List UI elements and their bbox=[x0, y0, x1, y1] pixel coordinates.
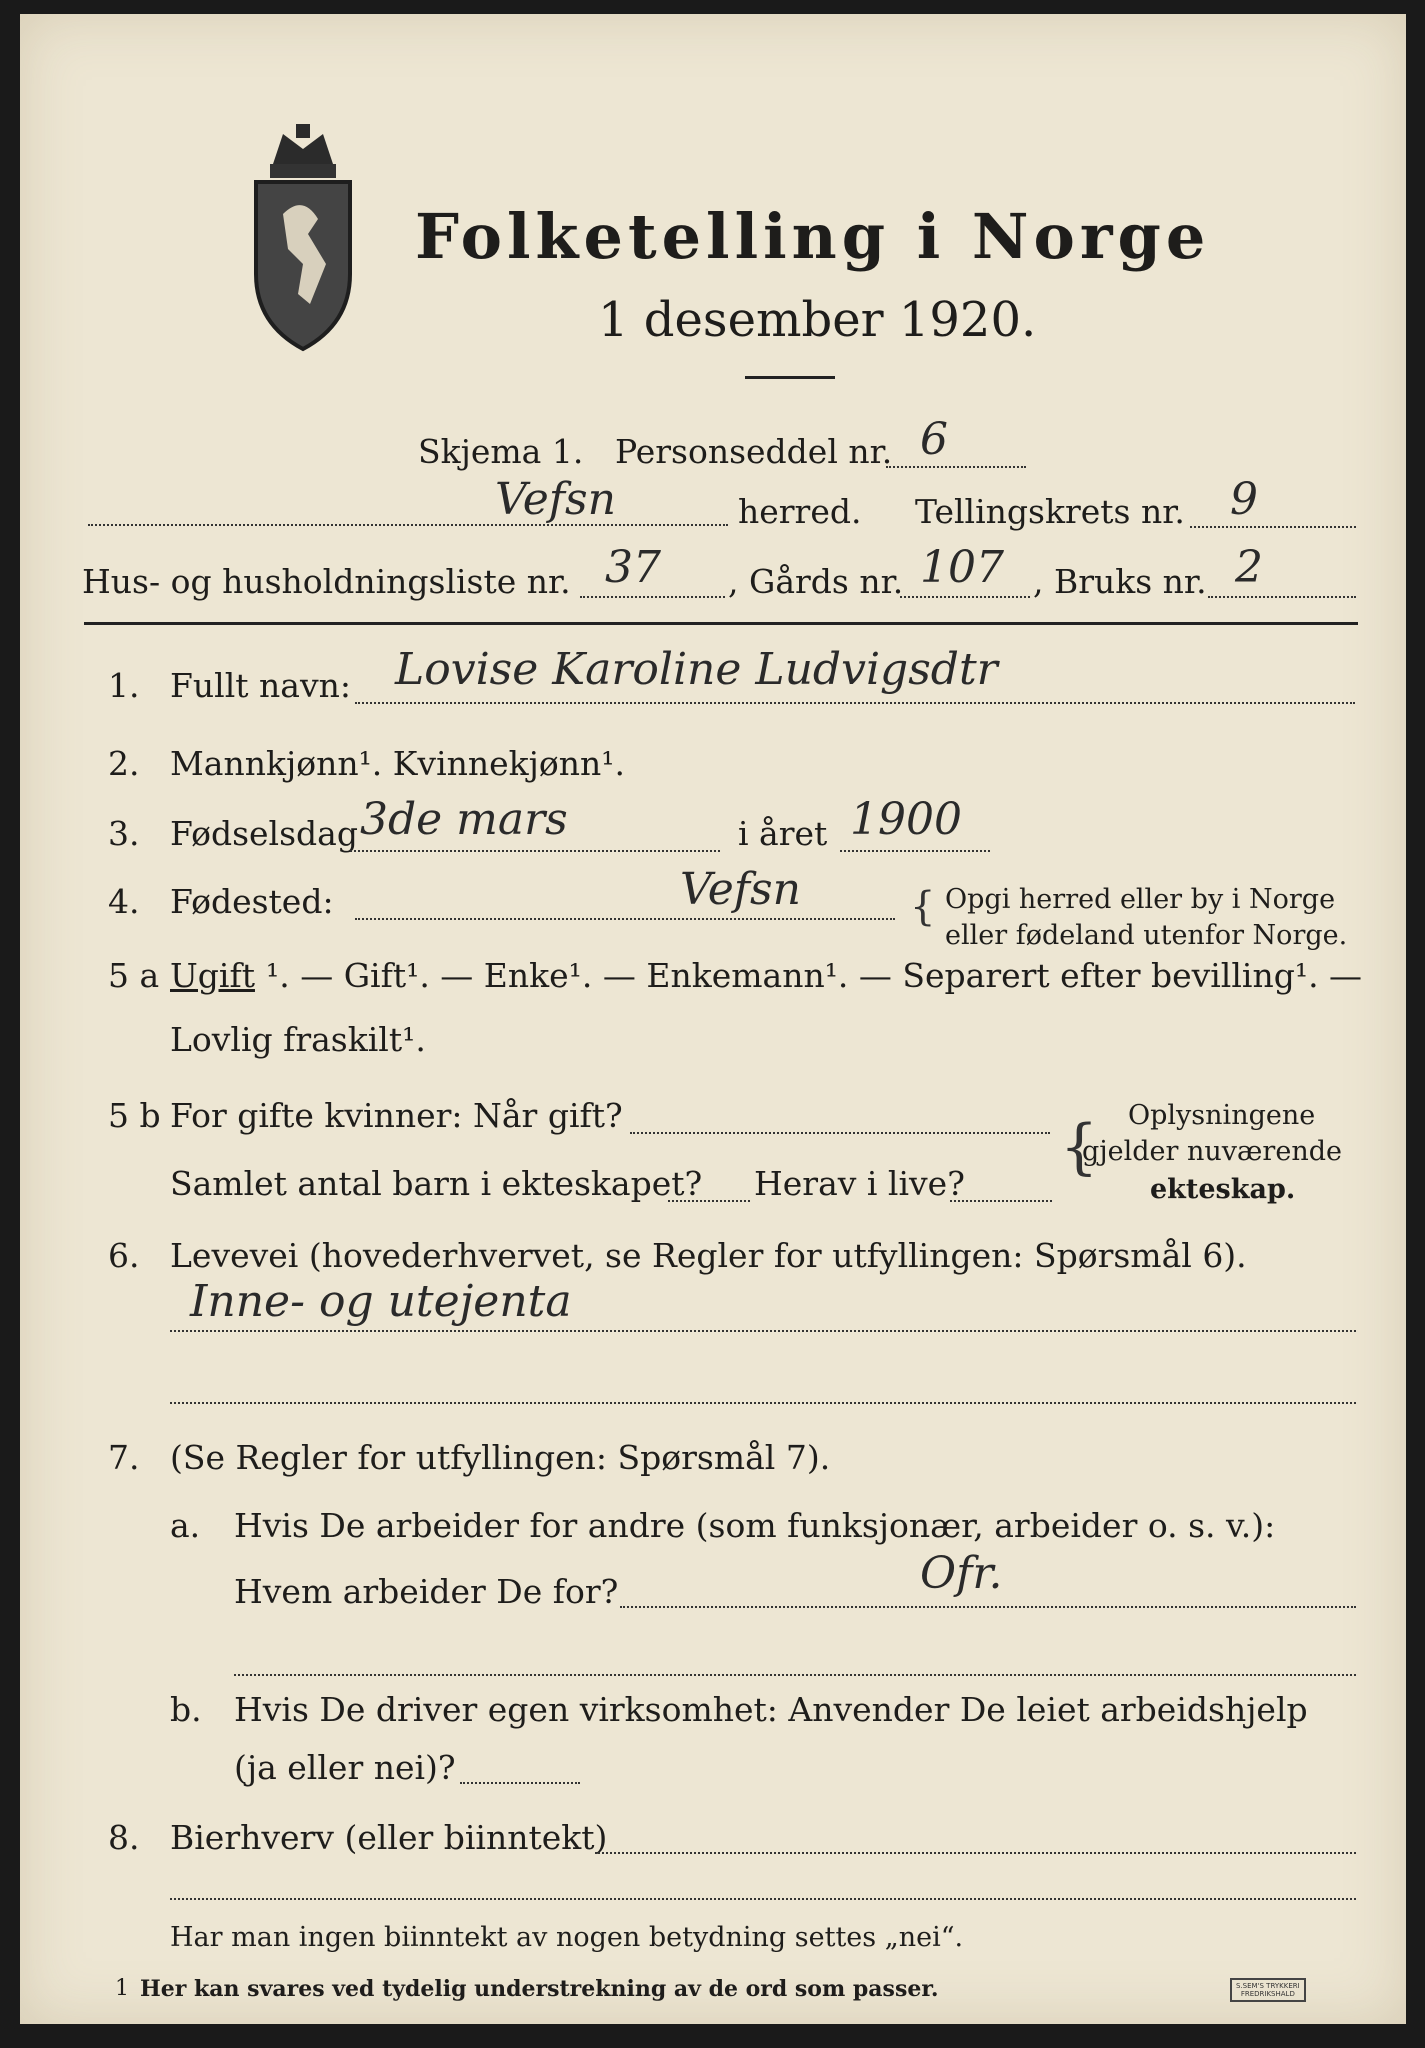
q5a-number: 5 a bbox=[108, 956, 160, 995]
q5b-label-alive: Herav i live? bbox=[754, 1164, 965, 1203]
q5b-note-3: ekteskap. bbox=[1150, 1174, 1296, 1205]
birthday-value[interactable]: 3de mars bbox=[360, 794, 568, 845]
side-income-line-2 bbox=[170, 1898, 1356, 1900]
gards-label: , Gårds nr. bbox=[728, 562, 904, 601]
form-title: Folketelling i Norge bbox=[415, 200, 1211, 273]
q7b-text: Hvis De driver egen virksomhet: Anvender De leiet arbeidshjelp bbox=[234, 1690, 1308, 1729]
ugift-option[interactable]: Ugift bbox=[170, 956, 255, 995]
married-date-line bbox=[630, 1132, 1050, 1134]
q6-label: Levevei (hovederhvervet, se Regler for utfyllingen: Spørsmål 6). bbox=[170, 1236, 1247, 1275]
q6-number: 6. bbox=[108, 1236, 140, 1275]
q5b-note-2: gjelder nuværende bbox=[1082, 1136, 1342, 1167]
tellingskrets-value[interactable]: 9 bbox=[1230, 474, 1258, 525]
personseddel-label: Personseddel nr. bbox=[615, 432, 893, 471]
footnote-text: Her kan svares ved tydelig understrekning av de ord som passer. bbox=[140, 1976, 939, 2002]
printer-stamp bbox=[1230, 1978, 1306, 2002]
gards-value[interactable]: 107 bbox=[920, 542, 1004, 593]
q7-label: (Se Regler for utfyllingen: Spørsmål 7). bbox=[170, 1438, 831, 1477]
title-divider bbox=[745, 376, 835, 379]
birthplace-value[interactable]: Vefsn bbox=[680, 864, 801, 915]
q7a-question: Hvem arbeider De for? bbox=[234, 1572, 619, 1611]
footer-note: Har man ingen biinntekt av nogen betydning settes „nei“. bbox=[170, 1922, 964, 1953]
q8-label: Bierhverv (eller biinntekt) bbox=[170, 1818, 608, 1857]
q5b-number: 5 b bbox=[108, 1096, 161, 1135]
children-line bbox=[668, 1200, 750, 1202]
herred-line bbox=[88, 524, 728, 526]
q5b-note-1: Oplysningene bbox=[1128, 1100, 1316, 1131]
q1-label: Fullt navn: bbox=[170, 666, 351, 705]
occupation-value[interactable]: Inne- og utejenta bbox=[190, 1276, 572, 1327]
q7-number: 7. bbox=[108, 1438, 140, 1477]
birthday-line bbox=[350, 850, 720, 852]
bruks-line bbox=[1208, 596, 1356, 598]
tellingskrets-label: Tellingskrets nr. bbox=[915, 492, 1185, 531]
q3-label: Fødselsdag bbox=[170, 814, 358, 853]
q7a-text: Hvis De arbeider for andre (som funksjonær, arbeider o. s. v.): bbox=[234, 1506, 1276, 1545]
printer-line-2: FREDRIKSHALD bbox=[1240, 1990, 1295, 1998]
employer-value[interactable]: Ofr. bbox=[920, 1548, 1003, 1599]
printer-line-1: S.SEM'S TRYKKERI bbox=[1236, 1982, 1300, 1990]
tellingskrets-line bbox=[1190, 526, 1356, 528]
employer-line-2 bbox=[234, 1674, 1356, 1676]
personseddel-line bbox=[886, 466, 1026, 468]
side-income-line bbox=[595, 1852, 1356, 1854]
q7b-question: (ja eller nei)? bbox=[234, 1748, 456, 1787]
fraskilt-option[interactable]: Lovlig fraskilt¹. bbox=[170, 1020, 426, 1059]
q4-label: Fødested: bbox=[170, 882, 334, 921]
personseddel-value[interactable]: 6 bbox=[920, 414, 948, 465]
husliste-label: Hus- og husholdningsliste nr. bbox=[82, 562, 571, 601]
hired-help-line bbox=[460, 1782, 580, 1784]
employer-line bbox=[620, 1606, 1356, 1608]
schema-label: Skjema 1. bbox=[418, 432, 584, 471]
q7b-letter: b. bbox=[170, 1690, 202, 1729]
norway-coat-of-arms-icon bbox=[248, 124, 358, 354]
header-rule bbox=[84, 622, 1358, 625]
birthplace-line bbox=[355, 918, 895, 920]
q5b-label-children: Samlet antal barn i ekteskapet? bbox=[170, 1164, 703, 1203]
q3-number: 3. bbox=[108, 814, 140, 853]
husliste-line bbox=[580, 596, 725, 598]
birth-year-value[interactable]: 1900 bbox=[850, 794, 962, 845]
q4-note-1: Opgi herred eller by i Norge bbox=[945, 884, 1336, 915]
q1-line bbox=[355, 702, 1355, 704]
q5b-label-married: For gifte kvinner: Når gift? bbox=[170, 1096, 623, 1135]
marital-options[interactable]: ¹. — Gift¹. — Enke¹. — Enkemann¹. — Separert efter bevilling¹. — bbox=[266, 956, 1363, 995]
census-form-page bbox=[20, 14, 1406, 2024]
bruks-label: , Bruks nr. bbox=[1033, 562, 1207, 601]
q4-note-2: eller fødeland utenfor Norge. bbox=[945, 920, 1348, 951]
herred-label: herred. bbox=[738, 492, 862, 531]
occupation-line-1 bbox=[170, 1330, 1356, 1332]
gards-line bbox=[900, 596, 1030, 598]
q8-number: 8. bbox=[108, 1818, 140, 1857]
q7a-letter: a. bbox=[170, 1506, 201, 1545]
occupation-line-2 bbox=[170, 1402, 1356, 1404]
alive-line bbox=[950, 1200, 1052, 1202]
husliste-value[interactable]: 37 bbox=[605, 542, 661, 593]
q5b-brace: { bbox=[1060, 1112, 1099, 1182]
census-date: 1 desember 1920. bbox=[598, 292, 1037, 348]
q1-number: 1. bbox=[108, 666, 140, 705]
gender-options[interactable]: Mannkjønn¹. Kvinnekjønn¹. bbox=[170, 744, 625, 783]
year-line bbox=[840, 850, 990, 852]
year-label: i året bbox=[738, 814, 828, 853]
full-name-value[interactable]: Lovise Karoline Ludvigsdtr bbox=[395, 644, 998, 695]
herred-value[interactable]: Vefsn bbox=[495, 474, 616, 525]
q2-number: 2. bbox=[108, 744, 140, 783]
bruks-value[interactable]: 2 bbox=[1235, 542, 1263, 593]
footnote-mark: 1 bbox=[115, 1976, 129, 2001]
q4-brace: { bbox=[910, 884, 936, 930]
q4-number: 4. bbox=[108, 882, 140, 921]
